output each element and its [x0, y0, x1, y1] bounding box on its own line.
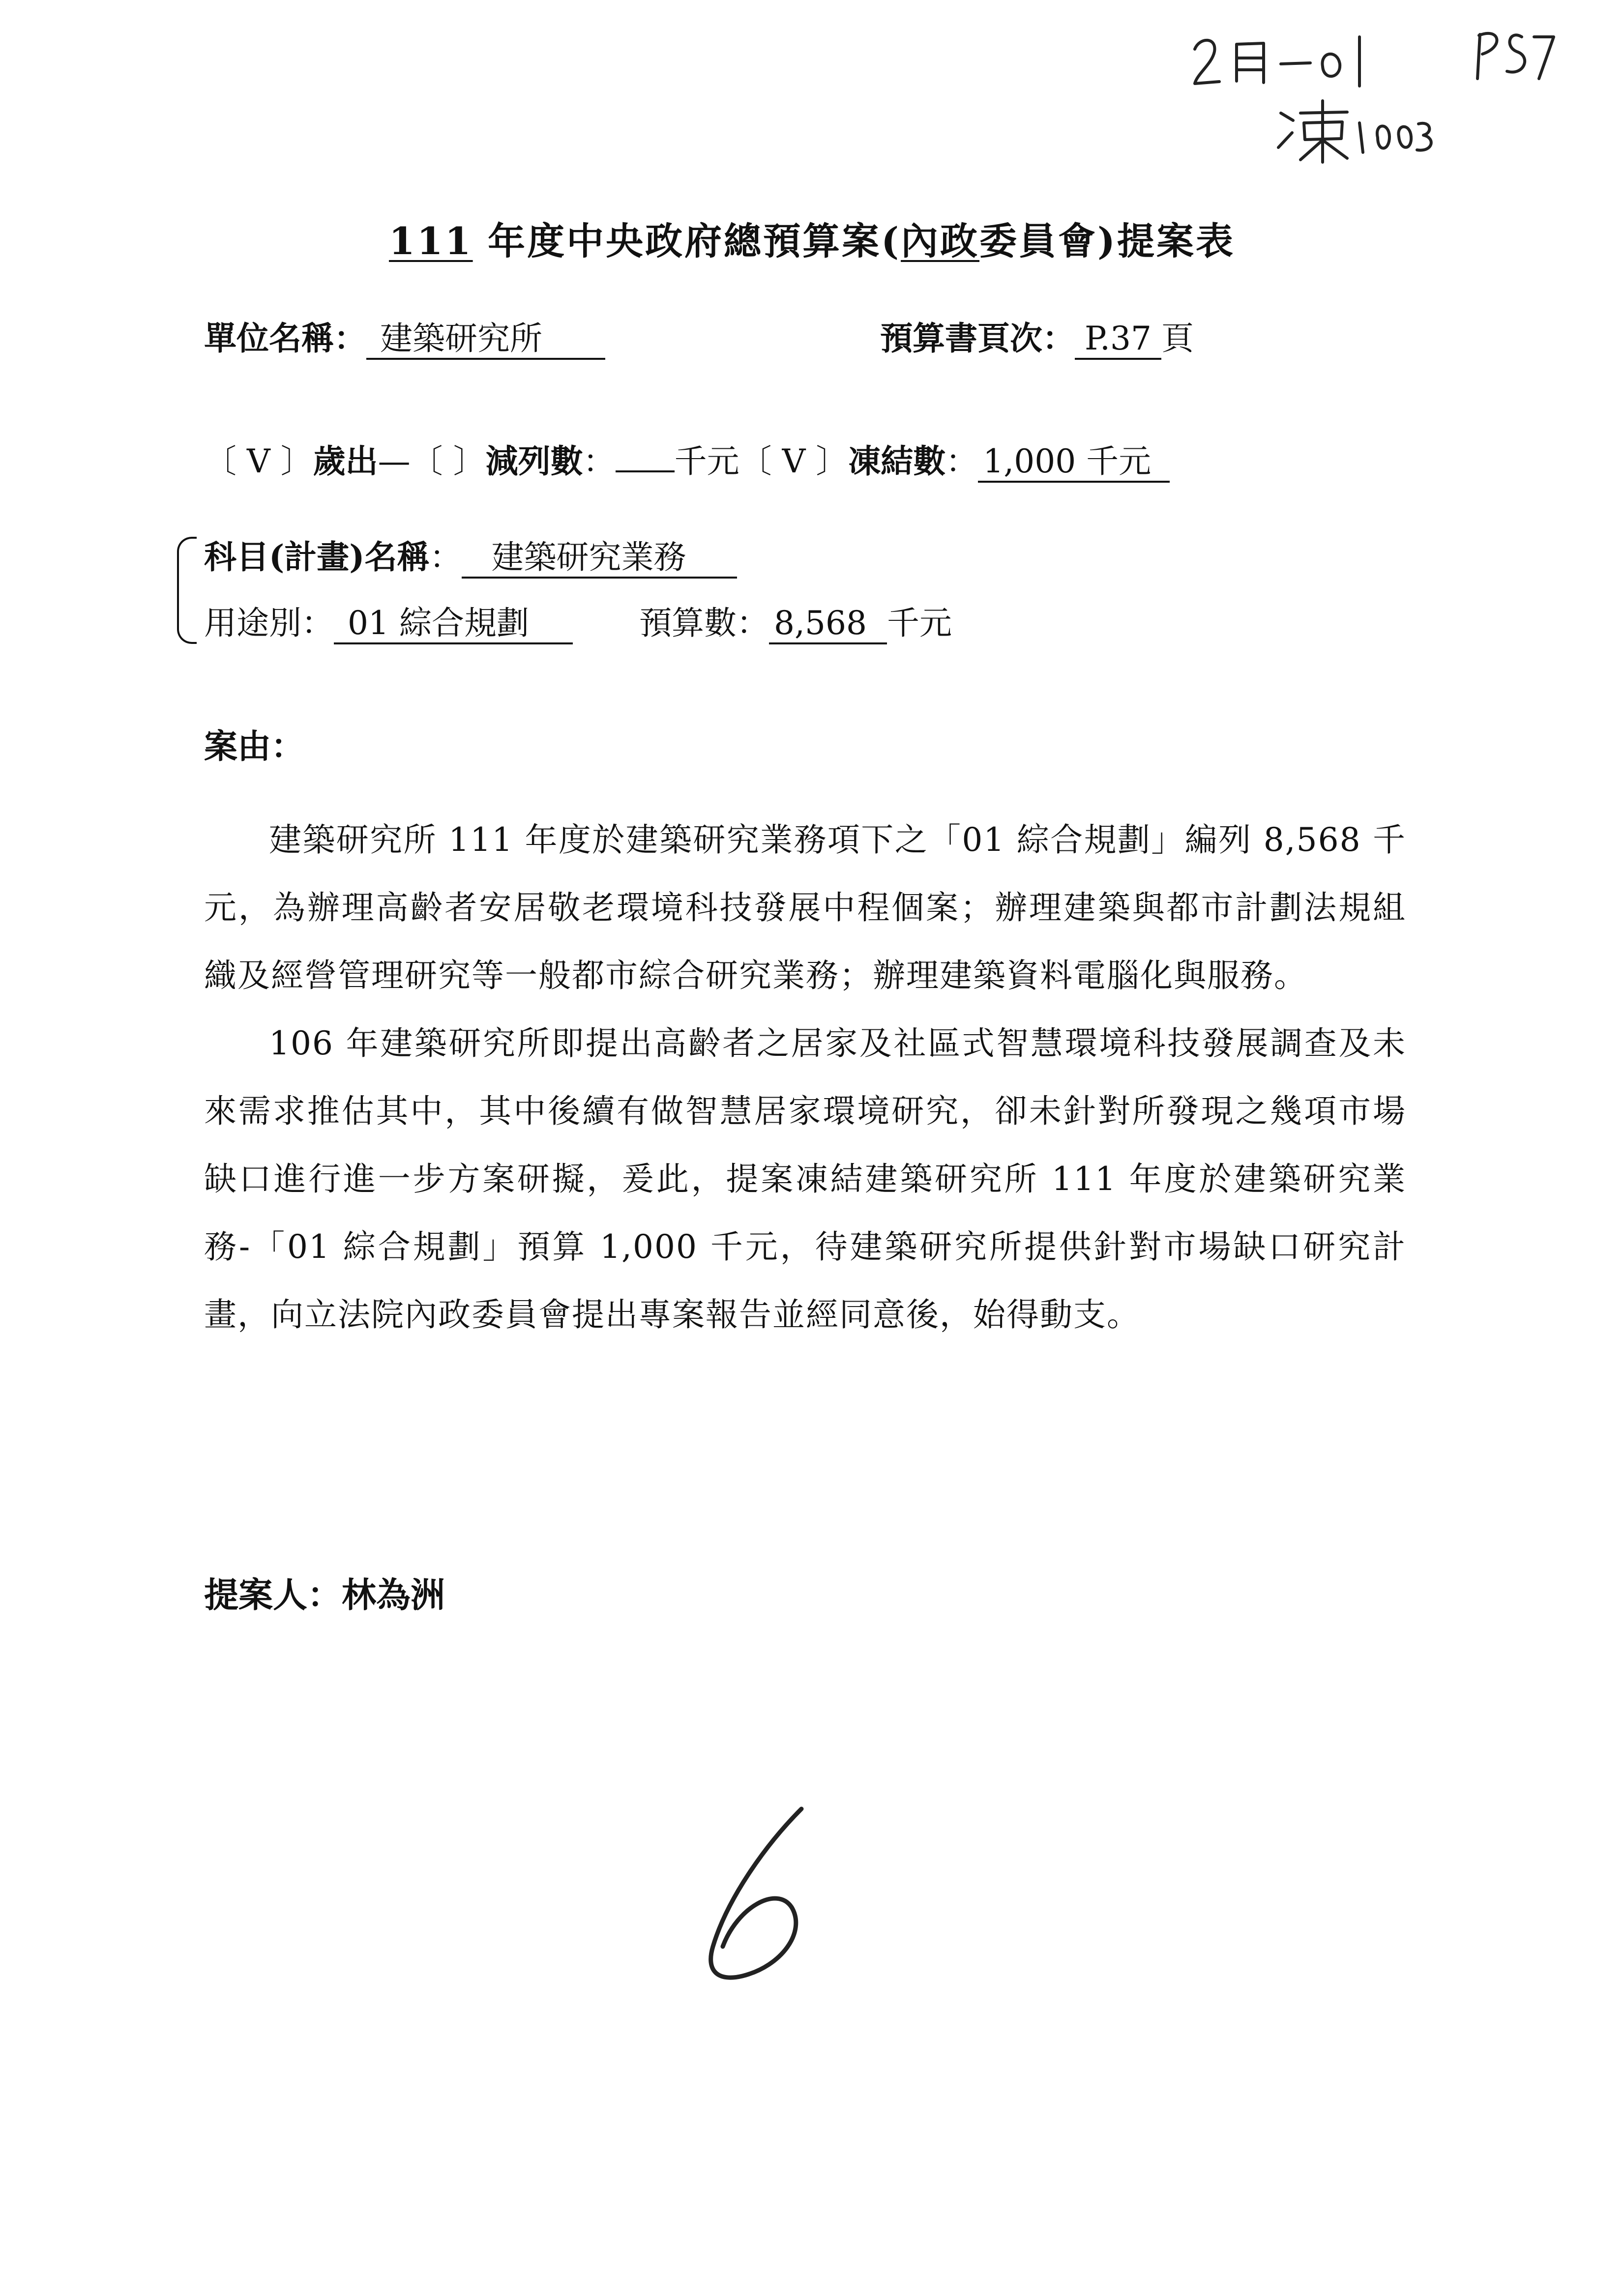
freeze-amount-label: 凍結數 — [848, 442, 946, 480]
subject-value: 建築研究業務 — [462, 541, 737, 579]
expenditure-label: 歲出 — [313, 442, 378, 480]
expenditure-row — [204, 442, 1170, 483]
expenditure-checkbox: 〔 V 〕 — [204, 442, 313, 480]
handwritten-freeze-annotation — [1273, 93, 1436, 167]
freeze-amount-value: 1,000 千元 — [978, 445, 1170, 483]
title-committee: 內政 — [901, 219, 980, 263]
title-year: 111 — [388, 219, 473, 263]
budget-page-row — [880, 319, 1194, 360]
handwritten-page-number — [683, 1799, 831, 1986]
budget-page-suffix: 頁 — [1161, 320, 1194, 357]
budget-amount-row — [639, 604, 952, 644]
reason-paragraph: 106 年建築研究所即提出高齡者之居家及社區式智慧環境科技發展調查及未來需求推估其中，其中後續有做智慧居家環境研究，卻未針對所發現之幾項市場缺口進行進一步方案研擬，爰此，提案凍結建築研究所 111 年度於建築研究業務-「01 綜合規劃」預算 1,000 千元，待建築研究所提供針對市場缺口研究計畫，向立法院內政委員會提出專案報告並經同意後，始得動支。 — [204, 1024, 1406, 1334]
freeze-amount-colon: ： — [945, 442, 978, 480]
subject-row — [204, 538, 737, 579]
budget-amount-value: 8,568 — [769, 607, 887, 644]
document-title — [0, 211, 1624, 265]
reason-body — [204, 806, 1406, 1349]
proposer-row — [204, 1574, 445, 1615]
title-text-b: 委員會)提案表 — [979, 219, 1236, 263]
cut-checkbox: —〔 〕 — [378, 442, 486, 480]
unit-name-value: 建築研究所 — [366, 322, 605, 360]
reason-heading: 案由： — [204, 727, 305, 766]
budget-amount-unit: 千元 — [887, 604, 952, 642]
proposer-label: 提案人： — [204, 1574, 342, 1615]
usage-row — [204, 604, 573, 644]
subject-colon: ： — [429, 538, 462, 576]
usage-value: 01 綜合規劃 — [334, 607, 573, 644]
budget-amount-label: 預算數： — [639, 604, 769, 642]
budget-page-label: 預算書頁次： — [880, 319, 1075, 357]
subject-usage-bracket — [177, 537, 197, 644]
unit-name-row — [204, 319, 605, 360]
usage-label: 用途別： — [204, 604, 334, 642]
reason-paragraph: 建築研究所 111 年度於建築研究業務項下之「01 綜合規劃」編列 8,568 千元，為辦理高齡者安居敬老環境科技發展中程個案；辦理建築與都市計劃法規組織及經營管理研究等一般都市綜合研究業務；辦理建築資料電腦化與服務。 — [204, 821, 1406, 994]
cut-amount-value — [616, 467, 675, 472]
cut-amount-colon: ： — [583, 442, 616, 480]
handwritten-page-reference — [1470, 25, 1559, 84]
proposer-name: 林為洲 — [342, 1574, 445, 1615]
unit-name-label: 單位名稱： — [204, 319, 366, 357]
cut-amount-label: 減列數 — [485, 442, 583, 480]
title-text-a: 年度中央政府總預算案( — [472, 219, 901, 263]
budget-page-value: P.37 — [1075, 322, 1161, 360]
handwritten-code-annotation — [1190, 29, 1377, 93]
freeze-checkbox: 〔 V 〕 — [739, 442, 849, 480]
subject-label: 科目(計畫)名稱 — [204, 538, 430, 576]
cut-amount-unit: 千元 — [674, 442, 739, 480]
